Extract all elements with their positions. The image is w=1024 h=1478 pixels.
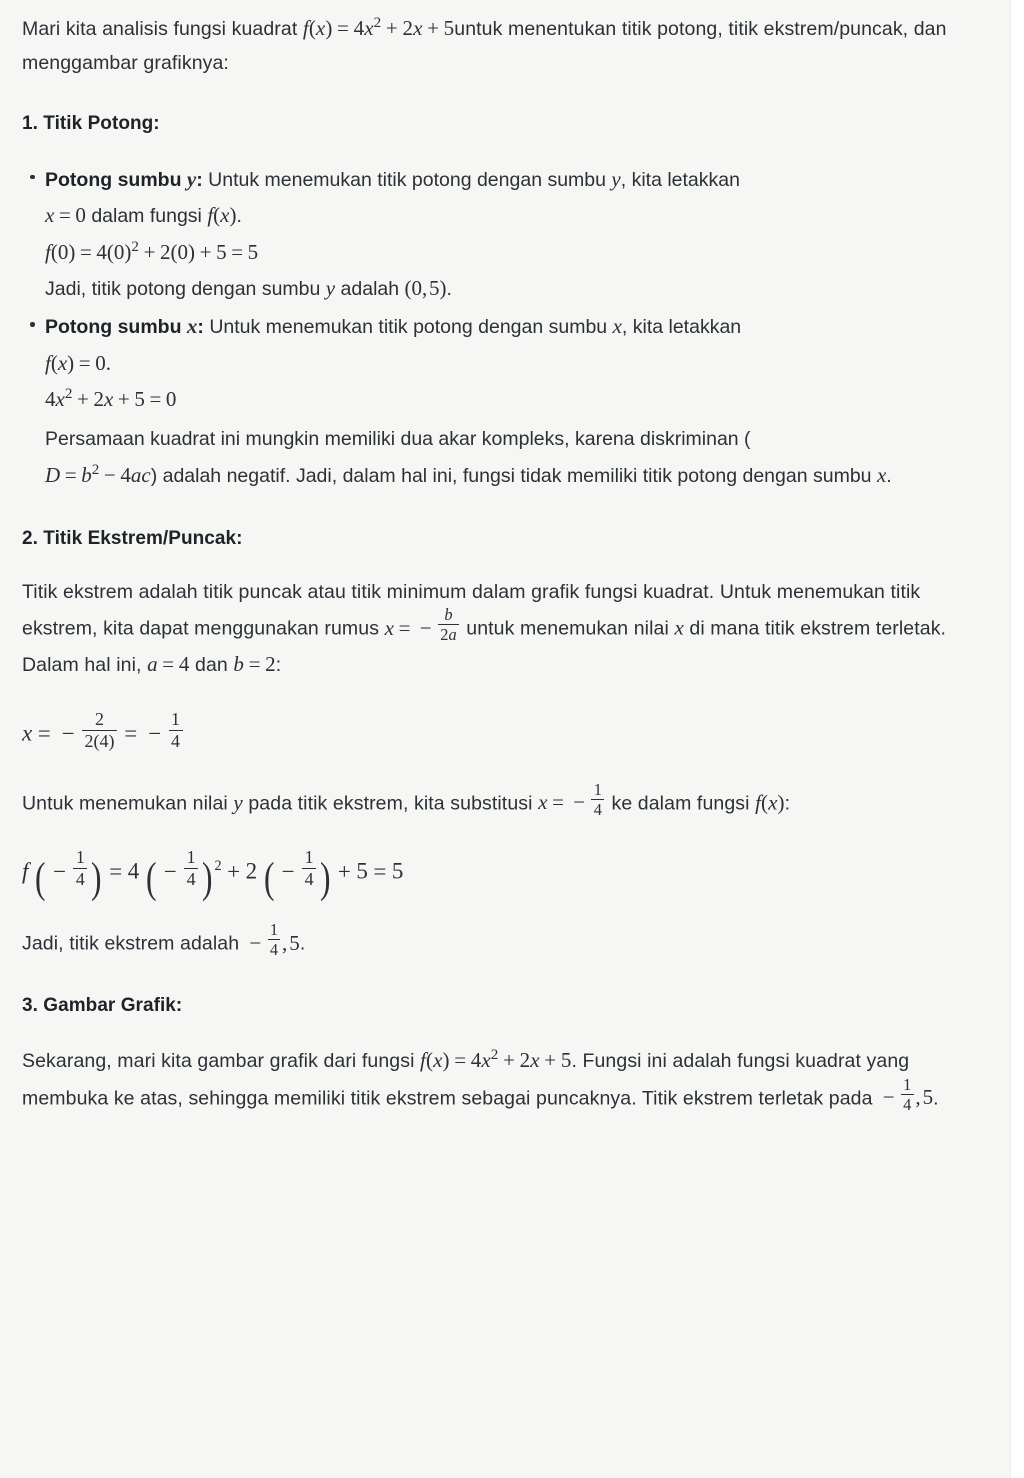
sec3-text-3: .: [933, 1087, 939, 1110]
spacer: [22, 139, 980, 161]
intro-text-before: Mari kita analisis fungsi kuadrat: [22, 18, 298, 40]
sym-plus: +: [143, 239, 156, 264]
display-equation-vertex-x: [22, 708, 980, 754]
sym-4: 4: [99, 730, 109, 751]
bullet-y-concl-2: adalah: [340, 277, 400, 300]
sym-x: x: [768, 790, 778, 815]
sym-y2: y: [611, 166, 621, 191]
bullet-x-line-1: [45, 316, 741, 338]
bullet-y-concl-3: .: [446, 277, 452, 300]
sym-eq: =: [149, 386, 162, 411]
sec2-coef-b: [233, 652, 275, 676]
sym-2: 2: [93, 386, 104, 411]
sym-plus: +: [544, 1048, 557, 1073]
sec2-p2-text-3: ke dalam fungsi: [611, 792, 750, 815]
bullet-x-explain-3: .: [886, 464, 892, 487]
bullet-y-conclusion: [45, 270, 980, 307]
frac-denominator: [82, 732, 117, 751]
sym-a: a: [448, 625, 457, 645]
sym-lparen: (: [170, 239, 178, 264]
fraction-1-over-4: [184, 848, 198, 889]
frac-numerator: 1: [171, 708, 180, 729]
section-2-paragraph-2: [22, 779, 980, 821]
sym-D: D: [45, 462, 61, 487]
sym-lparen: (: [93, 730, 100, 751]
sec2-p2-text-1: Untuk menemukan nilai: [22, 792, 228, 815]
bullet-x-label: [45, 316, 204, 338]
sym-5: 5: [289, 930, 300, 955]
sym-eq: =: [58, 203, 71, 228]
sym-b: b: [81, 462, 92, 487]
bullet-x-discriminant: [45, 463, 151, 487]
sym-0: 0: [113, 239, 125, 264]
sym-eq: =: [337, 16, 349, 40]
bullet-y-fx: [207, 203, 236, 227]
bullet-y-line-1: [45, 166, 740, 191]
sym-5: 5: [443, 16, 455, 40]
sec2-p2-var-y: [233, 790, 242, 814]
sec2-text-2: untuk menemukan nilai: [466, 617, 669, 640]
sym-eq: =: [231, 239, 244, 264]
sym-eq: =: [454, 1048, 467, 1073]
bullet-x-explain-2: ) adalah negatif. Jadi, dalam hal ini, fungsi tidak memiliki titik potong dengan sumbu: [150, 464, 872, 487]
sec2-p2-text-4: :: [784, 792, 791, 815]
bullet-y-label-text: Potong sumbu: [45, 168, 182, 191]
frac-numerator: 1: [593, 779, 603, 799]
sym-lparen: (: [213, 203, 221, 228]
sym-rparen: ): [67, 350, 75, 375]
sym-exp2: 2: [214, 858, 222, 875]
frac-denominator: 4: [186, 868, 196, 889]
sym-f: f: [302, 16, 309, 40]
bullet-y-concl-1: Jadi, titik potong dengan sumbu: [45, 277, 321, 300]
sec2-coef-a: [147, 652, 189, 676]
frac-numerator: 1: [186, 846, 196, 867]
frac-numerator: 1: [75, 846, 85, 867]
sym-x: x: [55, 386, 65, 411]
sym-lparen: (: [425, 1048, 434, 1073]
sym-eq: =: [162, 652, 175, 677]
sym-x: x: [186, 314, 198, 339]
frac-denominator: 4: [171, 730, 180, 751]
sec3-text-2: . Fungsi ini adalah fungsi kuadrat yang membuka ke atas, sehingga memiliki titik ekstrem sebagai puncaknya. Titik ekstrem terletak pada: [22, 1050, 910, 1110]
sec2-concl-text-1: Jadi, titik ekstrem adalah: [22, 932, 240, 955]
sym-eq: =: [248, 652, 261, 677]
frac-denominator: 4: [903, 1094, 912, 1114]
bullet-x-explain-var: [877, 463, 886, 487]
bullet-y-text-1: Untuk menemukan titik potong dengan sumbu: [208, 168, 606, 191]
sym-x: x: [57, 350, 68, 375]
heading-section-1: 1. Titik Potong:: [22, 113, 160, 135]
sym-eq: =: [109, 858, 123, 884]
sec2-var-x: [674, 616, 683, 640]
sym-y: y: [233, 790, 243, 815]
sym-lparen: (: [50, 239, 58, 264]
sym-exp2: 2: [64, 385, 73, 402]
fraction-b-over-2a: [438, 606, 459, 643]
bullet-y-label-var: [187, 167, 196, 191]
big-lparen: (: [35, 853, 46, 902]
big-rparen: ): [201, 853, 213, 902]
sym-f: f: [45, 239, 51, 264]
sym-plus: +: [199, 239, 212, 264]
sym-minus: −: [281, 858, 295, 884]
sym-f: f: [755, 790, 762, 815]
bullet-y-var-1: [611, 167, 620, 191]
sym-rparen: ): [325, 16, 333, 40]
sym-rparen: ): [108, 730, 115, 751]
sym-5: 5: [134, 386, 145, 411]
sym-comma: ,: [915, 1085, 921, 1110]
sec2-concl-text-2: .: [299, 932, 306, 955]
sym-2: 2: [519, 1048, 531, 1073]
big-lparen: (: [145, 853, 157, 902]
intro-text-after: untuk menentukan titik potong, titik ekstrem/puncak, dan menggambar grafiknya:: [22, 18, 947, 74]
sym-2: 2: [265, 652, 276, 677]
frac-numerator: b: [444, 605, 453, 625]
bullet-y-text-4: .: [236, 205, 242, 228]
sym-x: x: [103, 386, 114, 411]
bullet-y-line-2: [45, 197, 980, 234]
sym-minus: −: [419, 615, 432, 640]
bullet-x-equation-math: [45, 387, 176, 411]
sym-eq: =: [64, 462, 77, 487]
sym-0: 0: [57, 239, 69, 264]
fraction-1-over-4: [73, 848, 87, 889]
sym-minus: −: [573, 790, 586, 815]
sym-lparen: (: [50, 350, 58, 375]
list-item: [22, 161, 980, 307]
spacer: [22, 554, 980, 576]
fraction-1-over-4: [268, 921, 281, 958]
sym-minus: −: [882, 1085, 895, 1110]
big-lparen: (: [263, 853, 275, 902]
sym-0: 0: [177, 239, 189, 264]
sym-x: x: [530, 1048, 540, 1073]
intro-paragraph: [22, 10, 980, 80]
bullet-y-label: [45, 166, 203, 191]
bullet-x-label-var: [187, 314, 198, 338]
frac-numerator: 1: [304, 846, 314, 867]
sym-minus: −: [249, 930, 262, 955]
heading-section-3: 3. Gambar Grafik:: [22, 994, 183, 1016]
sym-lparen: (: [308, 16, 316, 40]
sec2-text-4: dan: [195, 654, 228, 677]
frac-denominator: 4: [304, 868, 314, 889]
spacer: [22, 754, 980, 784]
section-3-paragraph: [22, 1042, 980, 1116]
sym-2: 2: [440, 625, 449, 645]
sym-rparen: ): [68, 239, 76, 264]
sec2-p2-substitution: [538, 779, 606, 819]
sym-x: x: [45, 203, 55, 228]
sec3-formula: [420, 1048, 571, 1072]
bullet-y-label-colon: :: [196, 168, 203, 191]
sym-exp2: 2: [131, 238, 139, 255]
frac-denominator: 4: [593, 799, 603, 819]
sym-x: x: [315, 16, 326, 40]
sym-y: y: [325, 275, 336, 300]
sym-x: x: [22, 720, 33, 746]
sym-eq: =: [78, 350, 91, 375]
sym-plus: +: [503, 1048, 516, 1073]
heading-section-2: 2. Titik Ekstrem/Puncak:: [22, 528, 243, 550]
sec3-text-1: Sekarang, mari kita gambar grafik dari fungsi: [22, 1050, 415, 1073]
bullet-y-eq-x0: [45, 203, 86, 227]
sym-rparen: ): [124, 239, 132, 264]
sym-f: f: [420, 1048, 426, 1073]
section-2-conclusion: [22, 920, 980, 961]
sym-x3: x: [413, 16, 423, 40]
sym-lparen: (: [404, 275, 412, 300]
spacer: [22, 821, 980, 851]
sym-plus: +: [337, 858, 351, 884]
sym-minus: −: [61, 720, 75, 746]
sym-period: .: [105, 350, 111, 375]
sym-4: 4: [178, 652, 190, 677]
sym-0: 0: [95, 350, 106, 375]
bullet-x-label-text: Potong sumbu: [45, 316, 182, 339]
sym-eq: =: [37, 720, 51, 746]
bullet-x-equation: [45, 381, 980, 417]
fraction-1-over-4: [302, 848, 316, 889]
sym-plus-2: +: [427, 16, 440, 40]
sym-x: x: [674, 615, 684, 640]
sym-5: 5: [356, 858, 368, 884]
sec3-point: [878, 1074, 934, 1114]
sym-5: 5: [429, 275, 440, 300]
sec2-concl-point: [245, 920, 300, 960]
sym-lparen: (: [106, 239, 114, 264]
sym-f: f: [22, 858, 29, 884]
sec2-text-3: di mana titik ekstrem terletak. Dalam hal ini,: [22, 617, 947, 677]
sym-x: x: [384, 615, 395, 640]
sym-4: 4: [96, 239, 107, 264]
bullet-x-text-1: Untuk menemukan titik potong dengan sumbu: [209, 316, 608, 339]
spacer: [22, 683, 980, 713]
sym-a: a: [130, 462, 142, 487]
spacer: [22, 80, 980, 110]
sym-rparen: ): [777, 790, 785, 815]
frac-denominator: 4: [75, 868, 85, 889]
sym-minus: −: [148, 720, 162, 746]
bullet-x-explain-1: Persamaan kuadrat ini mungkin memiliki dua akar kompleks, karena diskriminan (: [45, 428, 751, 451]
sym-c: c: [141, 462, 151, 487]
sym-eq: =: [373, 858, 387, 884]
sym-rparen: ): [229, 203, 237, 228]
bullet-y-concl-point: [405, 276, 447, 300]
big-rparen: ): [319, 853, 331, 902]
spacer: [22, 495, 980, 525]
sym-plus: +: [227, 858, 241, 884]
bullet-y-concl-var: [326, 276, 335, 300]
sec2-text-5: :: [275, 654, 282, 677]
sym-minus: −: [53, 858, 67, 884]
sym-rparen: ): [439, 275, 447, 300]
list-item: [22, 308, 980, 493]
bullet-y-equation-math: [45, 240, 258, 264]
sym-0: 0: [165, 386, 177, 411]
sym-4: 4: [470, 1048, 482, 1073]
sym-exp2: 2: [91, 461, 100, 478]
sym-2: 2: [160, 239, 171, 264]
bullet-x-eq-fx0-math: [45, 351, 111, 375]
sym-4: 4: [45, 386, 56, 411]
bullet-y-equation: [45, 234, 980, 270]
sym-eq: =: [552, 790, 565, 815]
bullet-list-section-1: [22, 161, 980, 494]
frac-denominator: 4: [269, 940, 279, 960]
sym-eq: =: [398, 615, 411, 640]
sym-5: 5: [216, 239, 227, 264]
sym-eq: =: [79, 239, 92, 264]
sym-x2: x: [612, 314, 622, 339]
sym-x: x: [220, 203, 230, 228]
sym-5: 5: [922, 1085, 934, 1110]
sym-plus: +: [385, 16, 398, 40]
sym-4: 4: [120, 462, 131, 487]
sec2-text-1: Titik ekstrem adalah titik puncak atau titik minimum dalam grafik fungsi kuadrat. Untuk menemukan titik ekstrem, kita dapat menggunakan rumus: [22, 580, 921, 640]
sym-x: x: [481, 1048, 491, 1073]
bullet-x-explain: [45, 423, 980, 493]
sym-0: 0: [411, 275, 423, 300]
sym-plus: +: [117, 386, 130, 411]
sym-minus: −: [103, 462, 116, 487]
sym-comma: ,: [422, 275, 428, 300]
sym-x: x: [876, 462, 887, 487]
display-equation-vertex-y: [22, 846, 980, 902]
sym-5: 5: [560, 1048, 572, 1073]
sym-x2: x: [364, 16, 374, 40]
sym-4: 4: [127, 858, 140, 884]
spacer: [22, 962, 980, 992]
sym-2: 2: [402, 16, 414, 40]
sym-5: 5: [391, 858, 404, 884]
frac-numerator: 1: [269, 920, 279, 940]
sym-f: f: [45, 350, 51, 375]
bullet-x-var-1: [613, 314, 622, 338]
sym-a: a: [147, 652, 158, 677]
sym-lparen: (: [761, 790, 769, 815]
bullet-x-eq-fx0: [45, 345, 980, 381]
sym-comma: ,: [282, 930, 288, 955]
bullet-y-text-3: dalam fungsi: [91, 205, 202, 228]
bullet-x-text-2: , kita letakkan: [621, 316, 742, 339]
bullet-y-text-2: , kita letakkan: [620, 168, 740, 191]
sym-0: 0: [75, 203, 86, 228]
sym-x: x: [538, 790, 548, 815]
sym-plus: +: [77, 386, 89, 411]
sec2-vertex-formula: [384, 605, 461, 645]
sym-rparen: ): [442, 1048, 450, 1073]
sym-y: y: [186, 166, 197, 191]
fraction-2-over-2-4: [82, 710, 117, 751]
section-2-paragraph-1: [22, 576, 980, 683]
sym-4: 4: [353, 16, 365, 40]
frac-denominator: [438, 626, 459, 643]
intro-formula: [303, 16, 454, 40]
fraction-1-over-4: [901, 1076, 914, 1113]
sym-eq: =: [124, 720, 138, 746]
sym-exp2: 2: [373, 15, 382, 31]
sec2-p2-fn: [755, 790, 785, 814]
spacer: [22, 1020, 980, 1042]
spacer: [22, 894, 980, 924]
sym-2: 2: [84, 730, 94, 751]
sym-exp2: 2: [490, 1047, 499, 1064]
fraction-1-over-4: [591, 781, 604, 818]
big-rparen: ): [91, 853, 102, 902]
sec2-p2-text-2: pada titik ekstrem, kita substitusi: [248, 792, 533, 815]
bullet-x-label-colon: :: [197, 316, 204, 339]
frac-numerator: 2: [95, 708, 104, 729]
sym-rparen: ): [188, 239, 196, 264]
sym-minus: −: [163, 858, 177, 884]
fraction-1-over-4: [169, 710, 183, 751]
frac-numerator: 1: [903, 1074, 912, 1094]
sym-2: 2: [245, 858, 258, 884]
sym-x: x: [433, 1048, 443, 1073]
sym-f: f: [207, 203, 214, 228]
sym-b: b: [233, 652, 244, 677]
sym-5: 5: [247, 239, 259, 264]
